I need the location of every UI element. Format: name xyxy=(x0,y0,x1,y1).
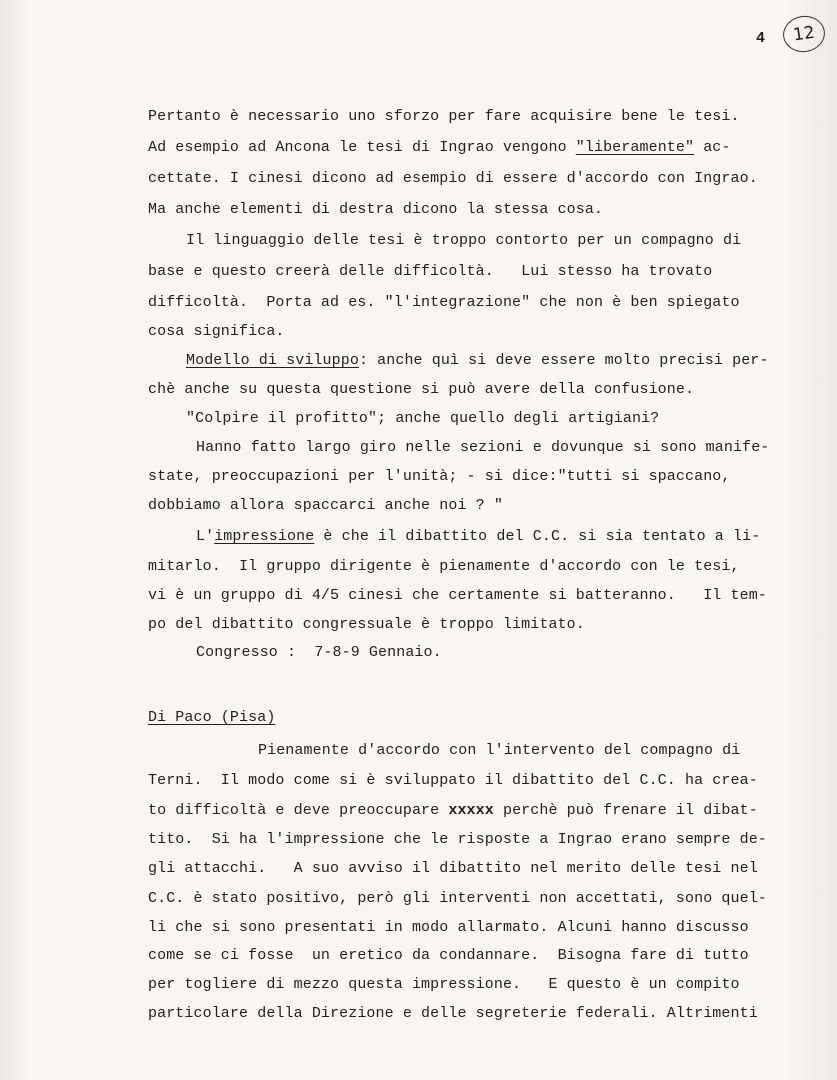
text-line xyxy=(148,467,731,487)
text-run: Congresso : 7-8-9 Gennaio. xyxy=(196,644,442,661)
text-run: cettate. I cinesi dicono ad esempio di essere d'accordo con Ingrao. xyxy=(148,170,758,187)
text-run: base e questo creerà delle difficoltà. Lui stesso ha trovato xyxy=(148,263,713,280)
text-line xyxy=(148,708,275,728)
text-line xyxy=(186,409,659,429)
text-line xyxy=(148,830,767,850)
text-line xyxy=(148,946,749,966)
text-line xyxy=(196,643,442,663)
text-line xyxy=(148,138,731,158)
text-line xyxy=(148,496,503,516)
text-line xyxy=(196,438,769,458)
text-run: Ma anche elementi di destra dicono la stessa cosa. xyxy=(148,201,604,218)
text-line xyxy=(148,771,758,791)
text-run: state, preoccupazioni per l'unità; - si dice:"tutti si spaccano, xyxy=(148,468,731,485)
text-run: "Colpire il profitto"; anche quello degli artigiani? xyxy=(186,410,660,427)
text-run: Pienamente d'accordo con l'intervento del compagno di xyxy=(258,742,741,759)
text-run: gli attacchi. A suo avviso il dibattito nel merito delle tesi nel xyxy=(148,860,758,877)
underlined-text: "liberamente" xyxy=(575,139,695,156)
text-line xyxy=(148,262,712,282)
page-number: 4 xyxy=(756,30,766,47)
text-line xyxy=(148,107,740,127)
text-line xyxy=(148,200,603,220)
text-run: per togliere di mezzo questa impressione. E questo è un compito xyxy=(148,976,740,993)
text-run: Terni. Il modo come si è sviluppato il dibattito del C.C. ha crea- xyxy=(148,772,758,789)
text-run: : anche quì si deve essere molto precisi per- xyxy=(358,352,769,369)
text-line xyxy=(148,859,758,879)
text-run: come se ci fosse un eretico da condannare. Bisogna fare di tutto xyxy=(148,947,749,964)
underlined-text: Di Paco (Pisa) xyxy=(148,709,276,726)
struck-text: xxxxx xyxy=(448,802,494,819)
text-run: è che il dibattito del C.C. si sia tentato a li- xyxy=(314,528,761,545)
text-line xyxy=(148,918,749,938)
text-run: chè anche su questa questione si può avere della confusione. xyxy=(148,381,695,398)
circled-page-number: 12 xyxy=(781,13,828,54)
text-line xyxy=(148,586,767,606)
text-line xyxy=(148,322,285,342)
text-run: Hanno fatto largo giro nelle sezioni e dovunque si sono manife- xyxy=(196,439,770,456)
text-line xyxy=(148,293,740,313)
text-line xyxy=(148,801,758,821)
text-run: perchè può frenare il dibat- xyxy=(493,802,758,819)
text-line xyxy=(148,975,740,995)
text-line xyxy=(148,889,767,909)
text-run: Ad esempio ad Ancona le tesi di Ingrao vengono xyxy=(148,139,576,156)
text-line xyxy=(186,351,769,371)
text-run: po del dibattito congressuale è troppo limitato. xyxy=(148,616,585,633)
text-line xyxy=(196,527,760,547)
text-line xyxy=(258,741,740,761)
text-run: Pertanto è necessario uno sforzo per fare acquisire bene le tesi. xyxy=(148,108,740,125)
text-run: mitarlo. Il gruppo dirigente è pienamente d'accordo con le tesi, xyxy=(148,558,740,575)
underlined-text: Modello di sviluppo xyxy=(186,352,359,369)
text-line xyxy=(148,1004,758,1024)
text-run: li che si sono presentati in modo allarmato. Alcuni hanno discusso xyxy=(148,919,749,936)
text-run: vi è un gruppo di 4/5 cinesi che certamente si batteranno. Il tem- xyxy=(148,587,767,604)
text-run: L' xyxy=(196,528,215,545)
text-run: tito. Si ha l'impressione che le risposte a Ingrao erano sempre de- xyxy=(148,831,767,848)
text-run: C.C. è stato positivo, però gli interventi non accettati, sono quel- xyxy=(148,890,767,907)
text-run: particolare della Direzione e delle segreterie federali. Altrimenti xyxy=(148,1005,758,1022)
text-line xyxy=(148,380,694,400)
text-line xyxy=(186,231,741,251)
text-run: cosa significa. xyxy=(148,323,285,340)
text-run: ac- xyxy=(694,139,731,156)
text-run: difficoltà. Porta ad es. "l'integrazione" che non è ben spiegato xyxy=(148,294,740,311)
text-line xyxy=(148,169,758,189)
text-run: dobbiamo allora spaccarci anche noi ? " xyxy=(148,497,503,514)
text-line xyxy=(148,557,740,577)
underlined-text: impressione xyxy=(214,528,315,545)
text-run: Il linguaggio delle tesi è troppo contorto per un compagno di xyxy=(186,232,742,249)
text-line xyxy=(148,615,585,635)
text-run: to difficoltà e deve preoccupare xyxy=(148,802,449,819)
